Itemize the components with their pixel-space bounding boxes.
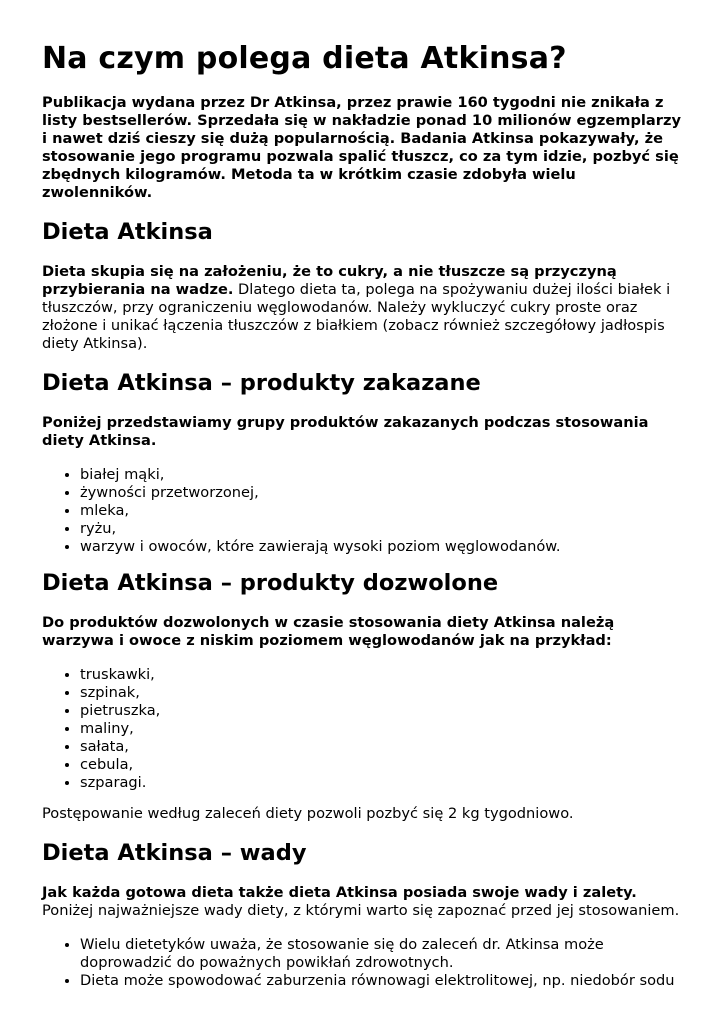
list-item: • maliny, xyxy=(80,720,682,738)
list-item: • sałata, xyxy=(80,738,682,756)
section-paragraph-wady xyxy=(42,884,682,920)
section-lead-produkty-dozwolone: Do produktów dozwolonych w czasie stosowania diety Atkinsa należą warzywa i owoce z niskim poziomem węglowodanów jak na przykład: xyxy=(42,614,615,649)
list-item: • pietruszka, xyxy=(80,702,682,720)
paragraph-bold-lead: Jak każda gotowa dieta także dieta Atkinsa posiada swoje wady i zalety. xyxy=(42,884,637,901)
paragraph-bold-lead: Dieta skupia się na założeniu, że to cukry, a nie tłuszcze są przyczyną przybierania na wadze. xyxy=(42,263,617,298)
section-heading-produkty-zakazane: Dieta Atkinsa – produkty zakazane xyxy=(42,370,481,396)
list-item: • Dieta może spowodować zaburzenia równowagi elektrolitowej, np. niedobór sodu xyxy=(80,972,682,990)
allowed-products-list xyxy=(42,666,682,792)
list-item: • Wielu dietetyków uważa, że stosowanie się do zaleceń dr. Atkinsa może doprowadzić do poważnych powikłań zdrowotnych. xyxy=(80,936,682,972)
list-item: • białej mąki, xyxy=(80,466,682,484)
list-item: • szparagi. xyxy=(80,774,682,792)
section-heading-dieta-atkinsa: Dieta Atkinsa xyxy=(42,219,213,245)
list-item: • żywności przetworzonej, xyxy=(80,484,682,502)
section-heading-wady: Dieta Atkinsa – wady xyxy=(42,840,307,866)
section-after-paragraph: Postępowanie według zaleceń diety pozwoli pozbyć się 2 kg tygodniowo. xyxy=(42,805,574,822)
section-heading-produkty-dozwolone: Dieta Atkinsa – produkty dozwolone xyxy=(42,570,499,596)
list-item: • cebula, xyxy=(80,756,682,774)
disadvantages-list xyxy=(42,936,682,990)
list-item: • warzyw i owoców, które zawierają wysoki poziom węglowodanów. xyxy=(80,538,682,556)
section-lead-produkty-zakazane: Poniżej przedstawiamy grupy produktów zakazanych podczas stosowania diety Atkinsa. xyxy=(42,414,649,449)
list-item: • truskawki, xyxy=(80,666,682,684)
forbidden-products-list xyxy=(42,466,682,556)
list-item: • ryżu, xyxy=(80,520,682,538)
list-item: • szpinak, xyxy=(80,684,682,702)
paragraph-text: Poniżej najważniejsze wady diety, z którymi warto się zapoznać przed jej stosowaniem. xyxy=(42,902,680,919)
section-paragraph-dieta-atkinsa xyxy=(42,263,682,353)
page-title: Na czym polega dieta Atkinsa? xyxy=(42,41,567,76)
intro-paragraph: Publikacja wydana przez Dr Atkinsa, przez prawie 160 tygodni nie znikała z listy bestsellerów. Sprzedała się w nakładzie ponad 10 milionów egzemplarzy i nawet dziś cieszy się dużą popularnością. Badania Atkinsa pokazywały, że stosowanie jego programu pozwala spalić tłuszcz, co za tym idzie, pozbyć się zbędnych kilogramów. Metoda ta w krótkim czasie zdobyła wielu zwolenników. xyxy=(42,94,681,201)
paragraph-text: Dlatego dieta ta, polega na spożywaniu dużej ilości białek i tłuszczów, przy ograniczeniu węglowodanów. Należy wykluczyć cukry proste oraz złożone i unikać łączenia tłuszczów z białkiem (zobacz również szczegółowy jadłospis diety Atkinsa). xyxy=(42,281,671,352)
list-item: • mleka, xyxy=(80,502,682,520)
